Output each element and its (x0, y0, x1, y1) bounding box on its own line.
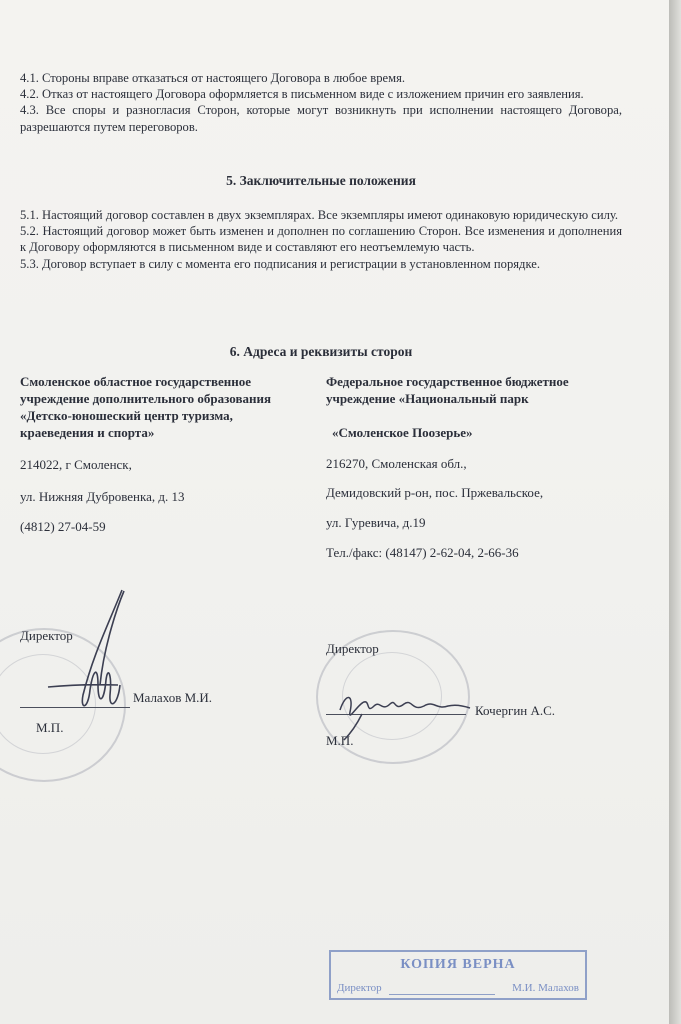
clause-5-1: 5.1. Настоящий договор составлен в двух экземплярах. Все экземпляры имеют одинаковую юридическую силу. (20, 208, 619, 222)
party-left-address1: 214022, г Смоленск, (20, 457, 132, 472)
right-signer-name: Кочергин А.С. (475, 703, 556, 718)
section-5-title: 5. Заключительные положения (226, 173, 416, 188)
right-signature-icon (332, 682, 472, 742)
copy-stamp-title: КОПИЯ ВЕРНА (400, 957, 516, 972)
party-left (20, 373, 310, 553)
left-signature-icon (38, 585, 133, 730)
party-right-address2: Демидовский р-он, пос. Пржевальское, (326, 485, 544, 500)
clause-4-2: 4.2. Отказ от настоящего Договора оформляется в письменном виде с изложением причин его заявления. (20, 87, 584, 102)
party-left-phone: (4812) 27-04-59 (20, 519, 106, 534)
left-role: Директор (20, 628, 73, 643)
section-4-text (20, 70, 622, 135)
right-seal-label: М.П. (326, 733, 354, 748)
left-seal-label: М.П. (36, 720, 64, 735)
section-5-text (20, 207, 622, 272)
copy-stamp-name: М.И. Малахов (512, 982, 579, 994)
party-right-address3: ул. Гуревича, д.19 (326, 515, 426, 530)
page-edge (669, 0, 681, 1024)
party-right (326, 373, 636, 573)
party-left-org: Смоленское областное государственное учреждение дополнительного образования «Детско-юношеский центр туризма, краеведения и спорта» (20, 374, 272, 440)
left-signer-name: Малахов М.И. (133, 690, 213, 705)
section-6-title: 6. Адреса и реквизиты сторон (229, 344, 413, 359)
party-right-phone: Тел./факс: (48147) 2-62-04, 2-66-36 (326, 545, 519, 560)
clause-4-3: 4.3. Все споры и разногласия Сторон, которые могут возникнуть при исполнении настоящего Договора, разрешаются путем переговоров. (20, 103, 622, 134)
party-right-org-line2: «Смоленское Поозерье» (332, 425, 473, 440)
copy-stamp-line (389, 994, 495, 995)
clause-5-3: 5.3. Договор вступает в силу с момента его подписания и регистрации в установленном порядке. (20, 256, 540, 271)
right-role: Директор (326, 641, 379, 656)
party-left-address2: ул. Нижняя Дубровенка, д. 13 (20, 489, 185, 504)
copy-verified-stamp (329, 950, 587, 1000)
clause-5-2: 5.2. Настоящий договор может быть изменен и дополнен по соглашению Сторон. Все изменения и дополнения к Договору оформляются в письменном виде и составляют его неотъемлемую часть. (20, 224, 622, 255)
clause-4-1: 4.1. Стороны вправе отказаться от настоящего Договора в любое время. (20, 71, 406, 85)
copy-stamp-role: Директор (337, 982, 382, 994)
party-right-org-line1: Федеральное государственное бюджетное учреждение «Национальный парк (326, 374, 569, 406)
party-right-address1: 216270, Смоленская обл., (326, 456, 467, 471)
